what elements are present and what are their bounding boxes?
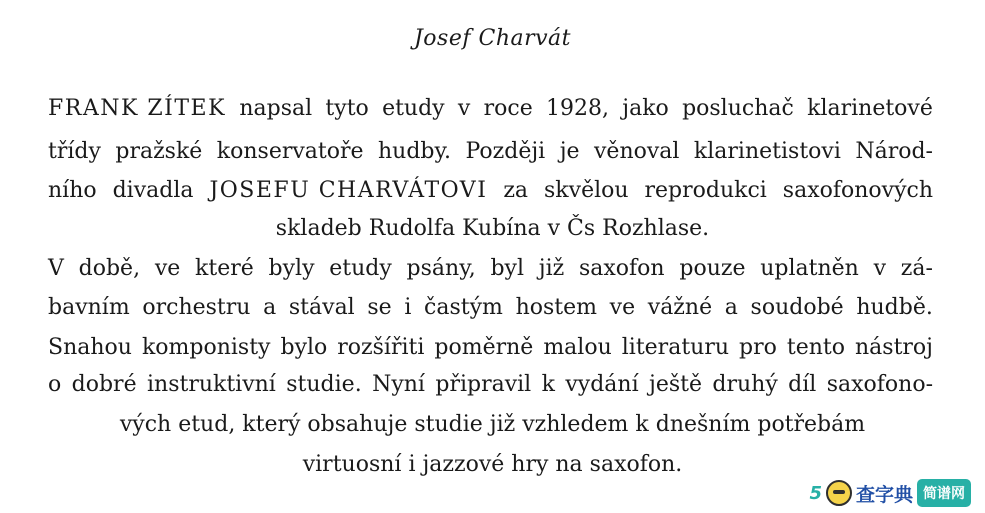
word: klarinetové — [807, 96, 933, 121]
paragraph-2-line-4 — [48, 374, 933, 396]
word: i — [404, 295, 412, 320]
word: k — [541, 372, 555, 397]
word: hostem — [515, 295, 597, 320]
paragraph-2-line-1 — [48, 258, 933, 280]
word: klarinetistovi — [693, 139, 841, 164]
word: které — [195, 256, 254, 281]
author-heading: Josef Charvát — [413, 26, 572, 51]
word: nástroj — [855, 335, 933, 360]
word: a — [263, 295, 277, 320]
word: pro — [739, 335, 777, 360]
word: připravil — [435, 372, 532, 397]
word: Snahou — [48, 335, 132, 360]
paragraph-2-line-3 — [48, 337, 933, 359]
word: byl — [490, 256, 525, 281]
word: v — [457, 96, 471, 121]
word: ve — [154, 256, 181, 281]
word: Později — [465, 139, 546, 164]
word: etudy — [382, 96, 445, 121]
word: o — [48, 372, 62, 397]
word: dobré — [71, 372, 137, 397]
word: věnoval — [594, 139, 680, 164]
paragraph-2-line-6: virtuosní i jazzové hry na saxofon. — [302, 452, 683, 477]
paragraph-2-line-5: vých etud, který obsahuje studie již vzhledem k dnešním potřebám — [119, 412, 866, 437]
word: etudy — [329, 256, 392, 281]
watermark-number: 5 — [809, 482, 822, 504]
word: psány, — [406, 256, 476, 281]
word: saxofono- — [826, 372, 933, 397]
word: byly — [268, 256, 315, 281]
word: roce — [483, 96, 533, 121]
word: ještě — [649, 372, 702, 397]
word: tyto — [325, 96, 369, 121]
word: jako — [622, 96, 669, 121]
word: komponisty — [141, 335, 271, 360]
word: tento — [786, 335, 845, 360]
word: reprodukci — [644, 178, 767, 203]
word: 1928, — [546, 96, 609, 121]
site-watermark — [809, 479, 971, 507]
word: malou — [543, 335, 612, 360]
word: Národ- — [855, 139, 933, 164]
word: v — [873, 256, 887, 281]
word: bylo — [280, 335, 328, 360]
word: je — [559, 139, 580, 164]
word: pouze — [679, 256, 746, 281]
word: a — [724, 295, 738, 320]
word: hudby. — [378, 139, 452, 164]
word: třídy — [48, 139, 101, 164]
paragraph-1-line-3 — [48, 180, 933, 202]
word: ního — [48, 178, 97, 203]
word: V — [48, 256, 64, 281]
word: za — [503, 178, 529, 203]
watermark-badge: 简谱网 — [917, 479, 971, 507]
watermark-text: 查字典 — [855, 483, 913, 506]
word: konservatoře — [216, 139, 364, 164]
word: zá- — [900, 256, 933, 281]
word: studie. — [286, 372, 362, 397]
word: soudobé — [750, 295, 844, 320]
word: instruktivní — [146, 372, 276, 397]
word: Nyní — [372, 372, 425, 397]
word: FRANK ZÍTEK — [48, 96, 227, 121]
word: druhý — [712, 372, 778, 397]
word: saxofon — [578, 256, 665, 281]
paragraph-1-line-4: skladeb Rudolfa Kubína v Čs Rozhlase. — [275, 216, 710, 241]
word: díl — [788, 372, 817, 397]
word: hudbě. — [856, 295, 933, 320]
word: již — [538, 256, 565, 281]
word: poměrně — [434, 335, 534, 360]
word: napsal — [239, 96, 313, 121]
paragraph-1-line-1 — [48, 98, 933, 120]
word: literaturu — [621, 335, 730, 360]
word: posluchač — [682, 96, 794, 121]
word: JOSEFU CHARVÁTOVI — [209, 178, 488, 203]
word: stával — [288, 295, 355, 320]
word: častým — [424, 295, 503, 320]
word: orchestru — [142, 295, 251, 320]
word: vydání — [565, 372, 639, 397]
word: době, — [78, 256, 141, 281]
cartoon-avatar-icon — [826, 480, 852, 506]
word: uplatněn — [760, 256, 859, 281]
word: rozšířiti — [337, 335, 425, 360]
paragraph-2-line-2 — [48, 297, 933, 319]
word: saxofonových — [782, 178, 933, 203]
word: ve — [609, 295, 636, 320]
word: divadla — [112, 178, 194, 203]
word: pražské — [115, 139, 203, 164]
word: se — [367, 295, 392, 320]
word: bavním — [48, 295, 130, 320]
word: vážné — [647, 295, 713, 320]
word: skvělou — [544, 178, 629, 203]
paragraph-1-line-2 — [48, 141, 933, 163]
